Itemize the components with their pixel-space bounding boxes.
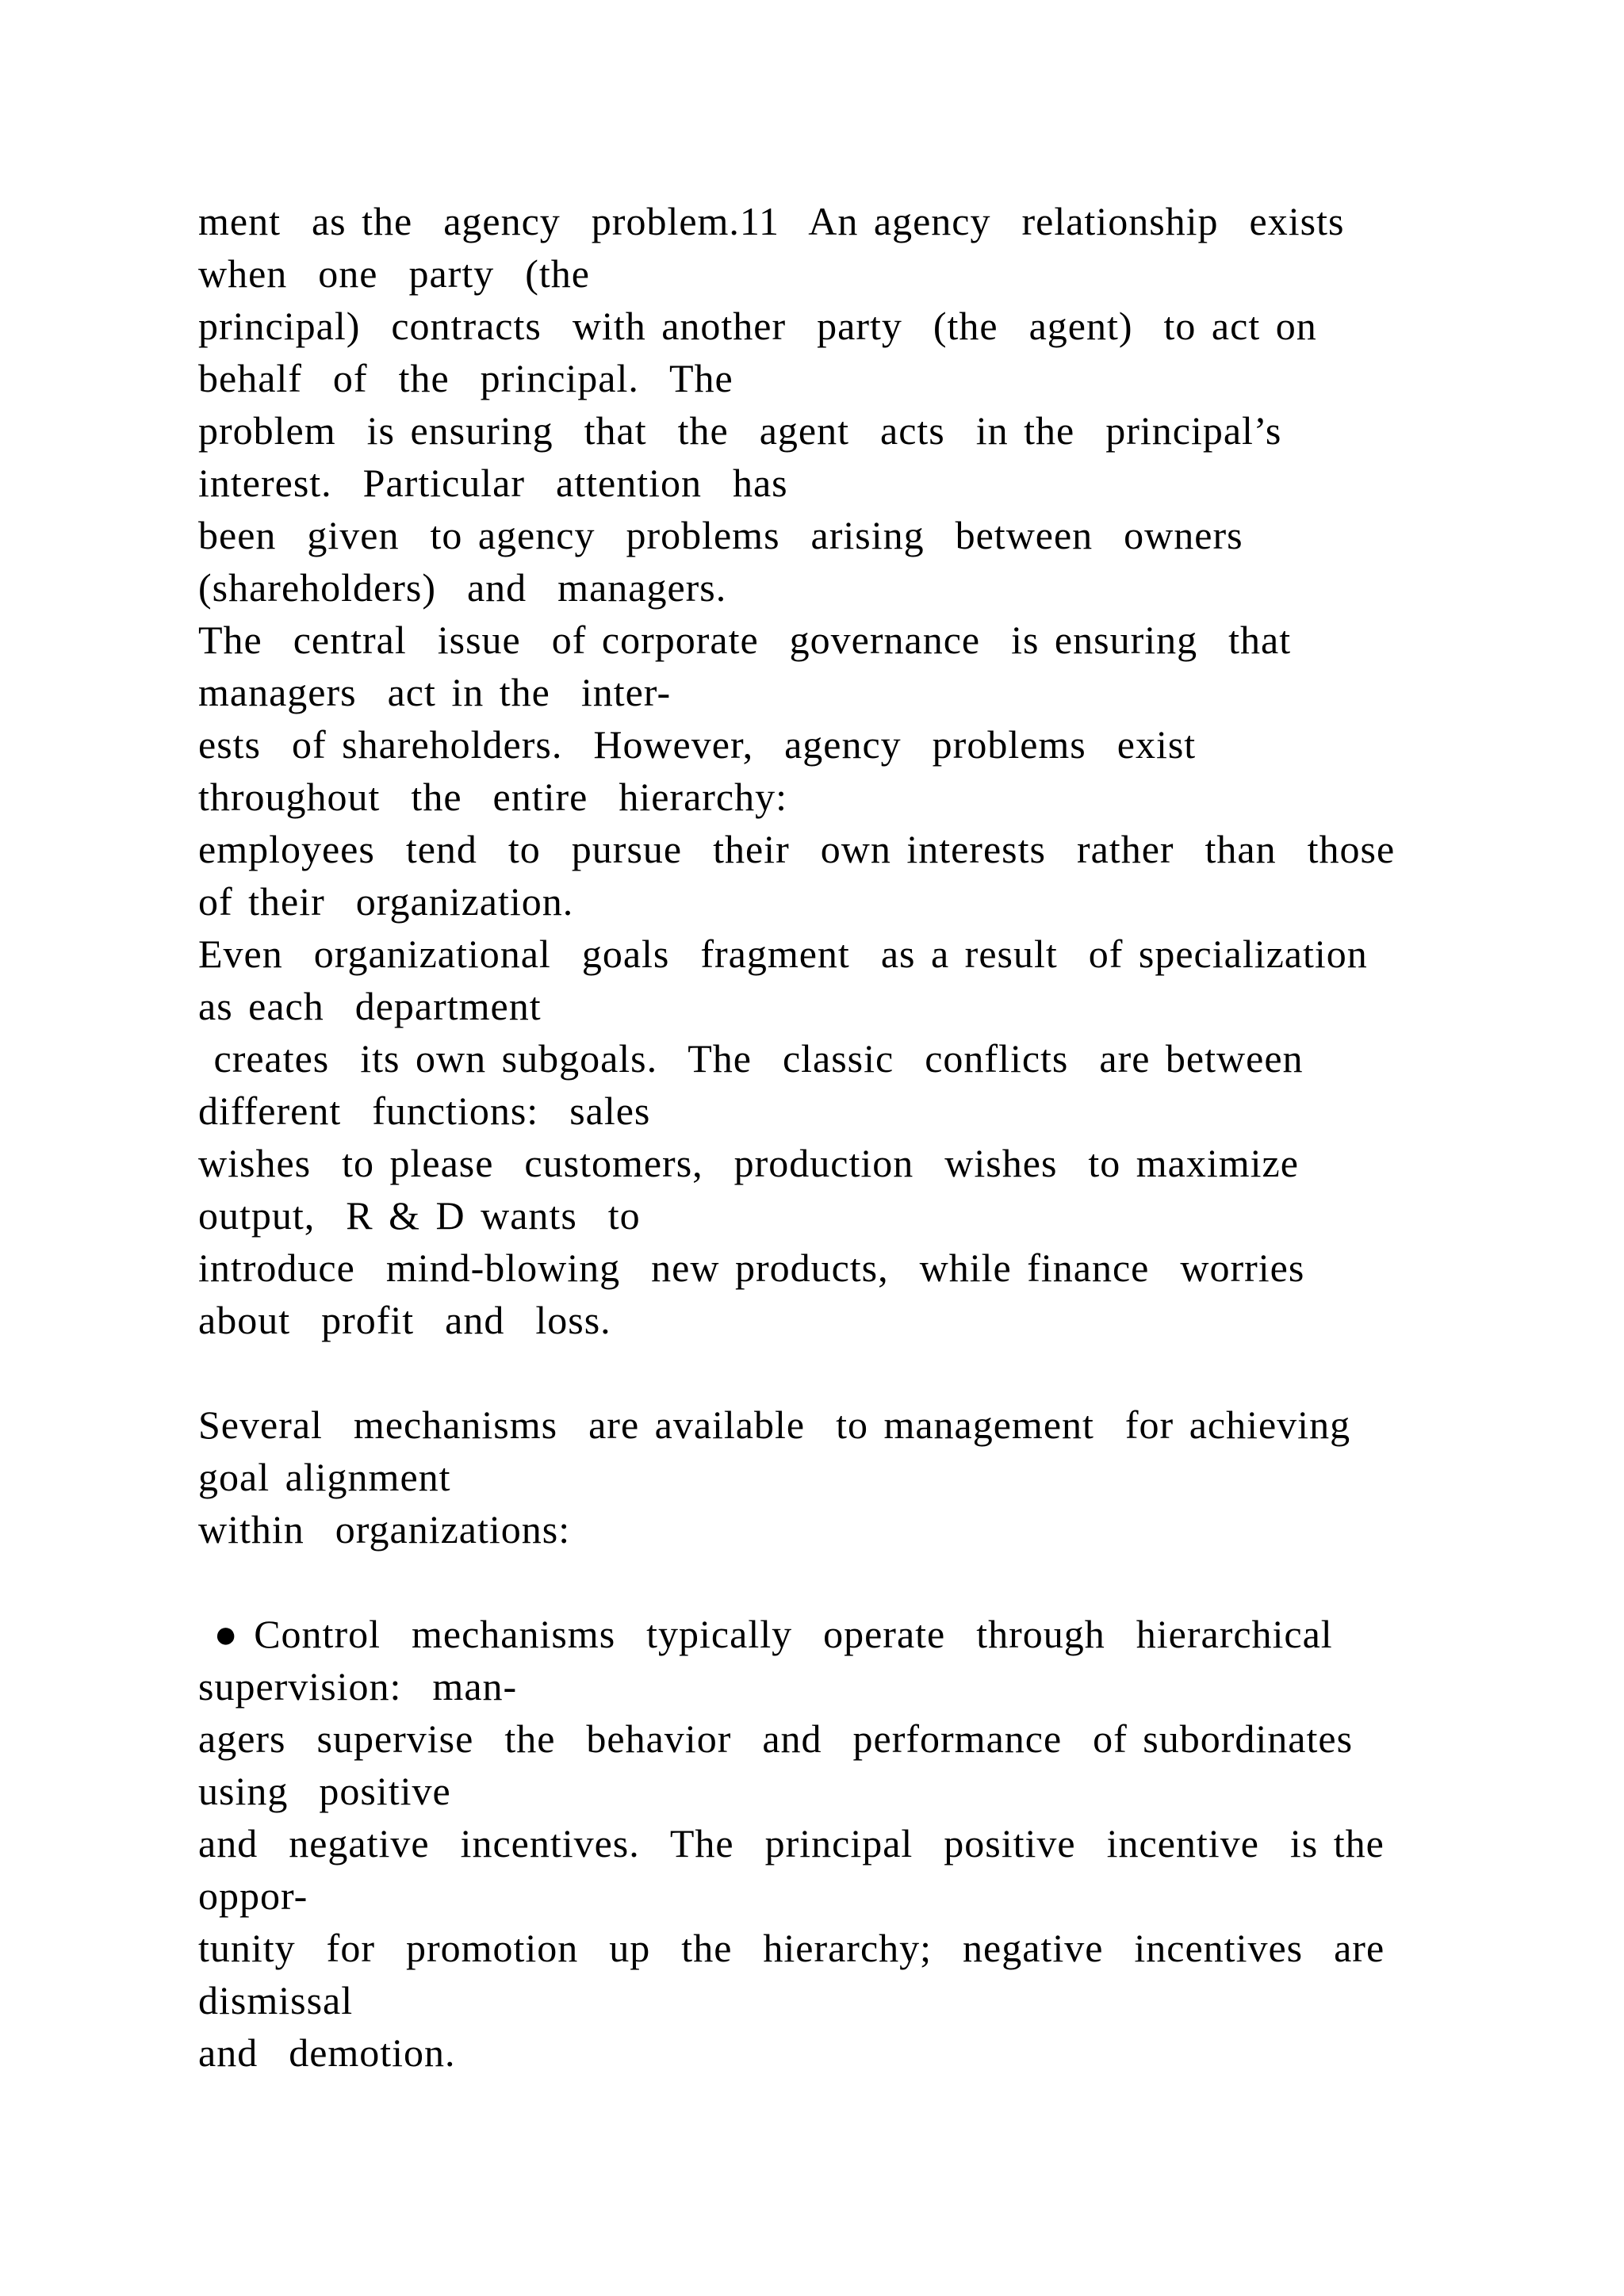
- text-line: dismissal: [198, 1978, 354, 2022]
- text-line: supervision: man-: [198, 1664, 518, 1709]
- text-line: employees tend to pursue their own interests rather than those: [198, 827, 1396, 871]
- text-line: managers act in the inter-: [198, 670, 672, 714]
- paragraph-spacer: [198, 1346, 1610, 1399]
- text-line: wishes to please customers, production wishes to maximize: [198, 1141, 1299, 1185]
- text-line: of their organization.: [198, 879, 574, 924]
- text-line: and negative incentives. The principal positive incentive is the: [198, 1821, 1385, 1866]
- body-text: [198, 195, 1610, 2079]
- text-line: oppor-: [198, 1873, 308, 1918]
- text-line: and demotion.: [198, 2030, 456, 2075]
- text-line: problem is ensuring that the agent acts in the principal’s: [198, 408, 1282, 453]
- text-line: output, R & D wants to: [198, 1193, 641, 1238]
- text-line: ests of shareholders. However, agency problems exist: [198, 722, 1197, 767]
- text-line: principal) contracts with another party (the agent) to act on: [198, 304, 1317, 348]
- text-line: creates its own subgoals. The classic conflicts are between: [198, 1036, 1304, 1081]
- text-line: agers supervise the behavior and performance of subordinates: [198, 1716, 1354, 1761]
- text-line: The central issue of corporate governance is ensuring that: [198, 618, 1292, 662]
- text-line: been given to agency problems arising between owners: [198, 513, 1243, 557]
- text-line: when one party (the: [198, 251, 590, 296]
- text-line: about profit and loss.: [198, 1298, 611, 1342]
- text-line: as each department: [198, 984, 542, 1028]
- text-line: interest. Particular attention has: [198, 461, 788, 505]
- bullet-text-line: ● Control mechanisms typically operate through hierarchical: [198, 1612, 1333, 1656]
- text-line: introduce mind-blowing new products, while finance worries: [198, 1246, 1305, 1290]
- text-line: (shareholders) and managers.: [198, 565, 727, 610]
- text-line: behalf of the principal. The: [198, 356, 733, 400]
- text-line: throughout the entire hierarchy:: [198, 775, 787, 819]
- paragraph-spacer: [198, 1556, 1610, 1608]
- text-line: goal alignment: [198, 1455, 451, 1499]
- text-line: within organizations:: [198, 1507, 571, 1552]
- text-line: using positive: [198, 1769, 451, 1813]
- text-line: different functions: sales: [198, 1089, 651, 1133]
- text-line: tunity for promotion up the hierarchy; negative incentives are: [198, 1926, 1385, 1970]
- text-line: ment as the agency problem.11 An agency relationship exists: [198, 199, 1345, 243]
- text-line: Even organizational goals fragment as a result of specialization: [198, 932, 1368, 976]
- text-line: Several mechanisms are available to management for achieving: [198, 1402, 1351, 1447]
